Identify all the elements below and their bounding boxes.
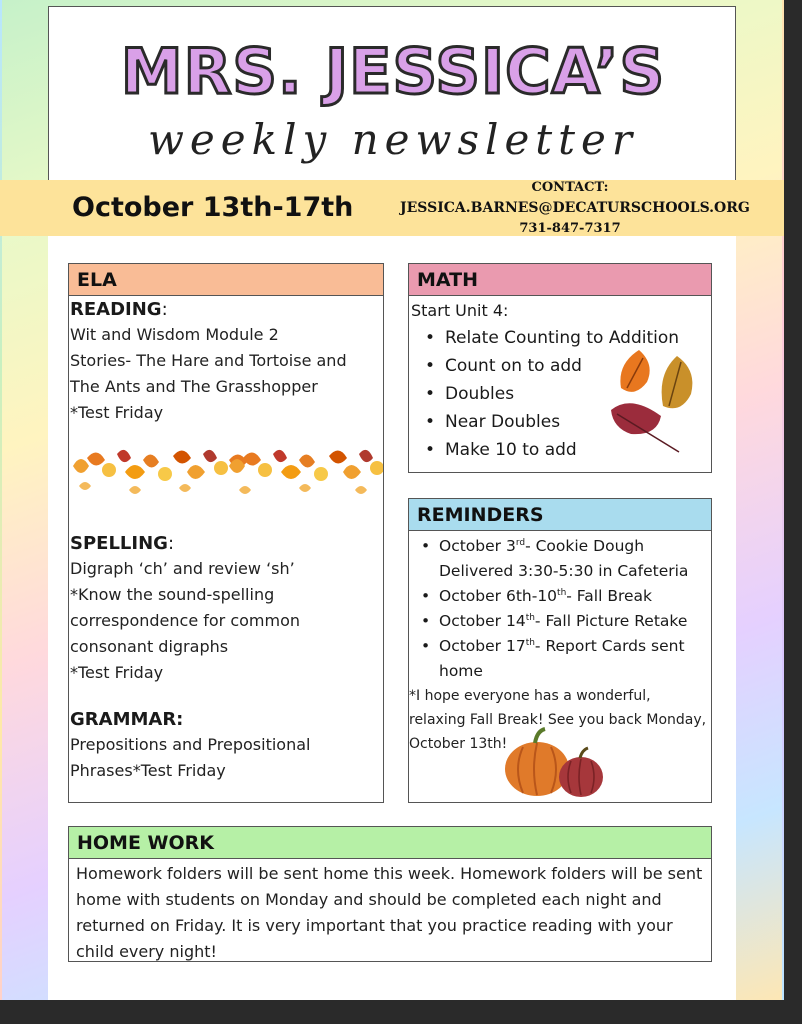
list-item: • Relate Counting to Addition [409,324,711,352]
spelling-line: *Test Friday [70,663,164,682]
spelling-line: consonant digraphs [70,637,229,656]
list-item: • Count on to add [409,352,711,380]
window-edge [784,0,802,1024]
math-heading: MATH [409,264,711,296]
spelling-line: Digraph ‘ch’ and review ‘sh’ [70,559,295,578]
homework-heading: HOME WORK [69,827,711,859]
spelling-line: *Know the sound-spelling [70,585,275,604]
reminders-heading: REMINDERS [409,499,711,531]
fall-leaves-icon [609,348,709,466]
reading-line: Stories- The Hare and Tortoise and [70,351,347,370]
homework-text: Homework folders will be sent home this week. Homework folders will be sent home with students on Monday and should be completed each night and returned on Friday. It is very important that you practice reading with your child every night! [76,864,703,961]
homework-section [68,826,712,962]
list-item: • Make 10 to add [409,436,711,464]
contact-label: CONTACT: [531,180,609,195]
list-item: • October 6th-10th- Fall Break [409,584,711,609]
reading-line: Wit and Wisdom Module 2 [70,325,279,344]
reminders-note: *I hope everyone has a wonderful, relaxing Fall Break! See you back Monday, October 13th! [409,688,707,752]
reading-line: The Ants and The Grasshopper [70,377,318,396]
pumpkins-icon [501,725,611,799]
reminders-section [408,498,712,803]
reading-line: *Test Friday [70,403,164,422]
ela-heading: ELA [69,264,383,296]
week-date: October 13th-17th [72,192,354,223]
reading-label: READING [70,299,162,320]
list-item: • October 14th- Fall Picture Retake [409,609,711,634]
grammar-line: Prepositions and Prepositional [70,735,311,754]
contact-block [400,180,750,238]
header-box [48,6,736,182]
math-intro: Start Unit 4: [411,301,509,320]
list-item: • October 3rd- Cookie Dough Delivered 3:30-5:30 in Cafeteria [409,534,711,584]
grammar-line: Phrases*Test Friday [70,761,226,780]
spelling-line: correspondence for common [70,611,301,630]
math-section [408,263,712,473]
window-bottom-edge [0,1000,802,1024]
newsletter-subtitle: weekly newsletter [147,115,638,164]
list-item: • Near Doubles [409,408,711,436]
ela-section: ELA READING: Wit and Wisdom Module 2 Stories- The Hare and Tortoise and The Ants and The Grasshopper *Test Friday SPELLING: Digraph ‘ch’ and review ‘sh’ *Know the sound-spelling correspondence for common consonant digraphs *Test Friday GRAMMAR: Prepositions and Prepositional Phrases*Test Friday [68,263,384,803]
contact-email: JESSICA.BARNES@DECATURSCHOOLS.ORG [400,200,750,216]
newsletter-title: MRS. JESSICA’S [120,35,666,108]
autumn-leaves-garland-icon [69,436,383,502]
list-item: • Doubles [409,380,711,408]
contact-phone: 731-847-7317 [519,221,621,236]
spelling-label: SPELLING [70,533,168,554]
reminders-list [409,531,711,684]
list-item: • October 17th- Report Cards sent home [409,634,711,684]
grammar-label: GRAMMAR: [70,709,184,730]
